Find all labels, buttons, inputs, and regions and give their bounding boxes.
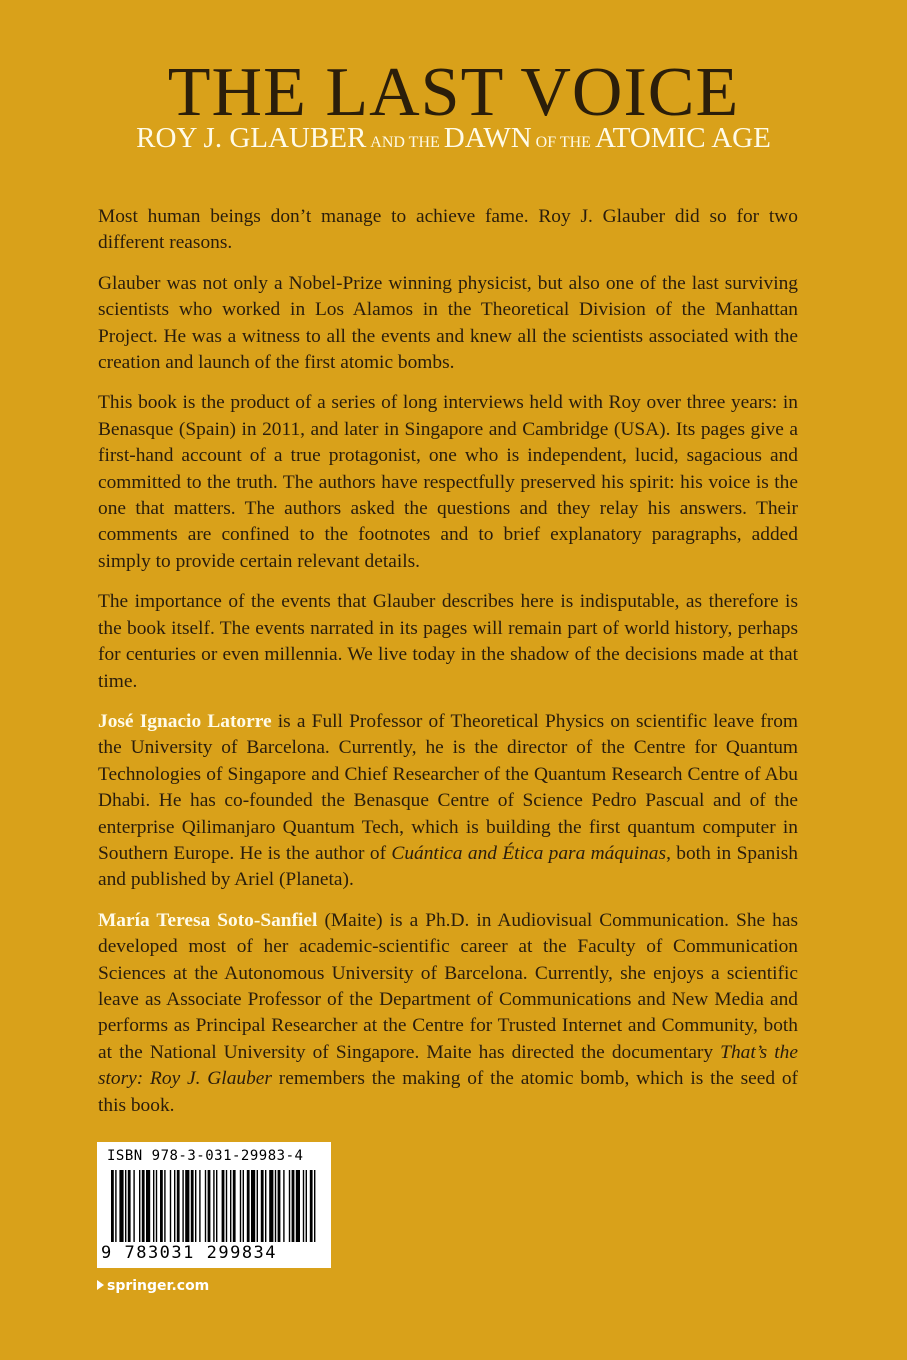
barcode-bar bbox=[185, 1170, 189, 1242]
barcode-bar bbox=[133, 1170, 134, 1242]
barcode-bar bbox=[222, 1170, 225, 1242]
paragraph-book: This book is the product of a series of long interviews held with Roy over three years: in Benasque (Spain) in 2011, and later in Singapore and Cambridge (USA). Its pages give a first-hand account of a true protagonist, one who is independent, lucid, sagacious and committed to the truth. The authors have respectfully preserved his spirit: his voice is the one that matters. The authors asked the questions and they relay his answers. Their comments are confined to the footnotes and to brief explanatory paragraphs, added simply to provide certain relevant details. bbox=[98, 392, 798, 572]
barcode-bar bbox=[156, 1170, 157, 1242]
barcode-bar bbox=[310, 1170, 313, 1242]
publisher-url: springer.com bbox=[107, 1278, 210, 1294]
author-bio-latorre bbox=[98, 709, 798, 894]
barcode-bar bbox=[119, 1170, 123, 1242]
author-bio-text-a: is a Full Professor of Theoretical Physics on scientific leave from the University of Barcelona. Currently, he is the director of the Centre for Quantum Technologies of Singapore and Chief Researcher of the Quantum Research Centre of Abu Dhabi. He has co-founded the Benasque Centre of Science Pedro Pascual and of the enterprise Qilimanjaro Quantum Tech, which is building the first quantum computer in Southern Europe. He is the author of bbox=[98, 710, 798, 864]
paragraph-importance: The importance of the events that Glauber describes here is indisputable, as therefore is the book itself. The events narrated in its pages will remain part of world history, perhaps for centuries or even millennia. We live today in the shadow of the decisions made at that time. bbox=[98, 591, 798, 692]
barcode-bar bbox=[160, 1170, 163, 1242]
barcode-bar bbox=[226, 1170, 227, 1242]
barcode-bar bbox=[125, 1170, 126, 1242]
barcode-bar bbox=[115, 1170, 116, 1242]
barcode-bar bbox=[146, 1170, 150, 1242]
back-cover-text bbox=[98, 204, 798, 1133]
barcode-bar bbox=[247, 1170, 250, 1242]
barcode-bar bbox=[230, 1170, 231, 1242]
barcode-bar bbox=[153, 1170, 154, 1242]
barcode-bar bbox=[269, 1170, 273, 1242]
author-name-latorre: José Ignacio Latorre bbox=[98, 710, 272, 732]
barcode-bar bbox=[275, 1170, 276, 1242]
barcode-bar bbox=[265, 1170, 266, 1242]
barcode-bar bbox=[283, 1170, 284, 1242]
subtitle-name: ROY J. GLAUBER bbox=[136, 122, 367, 154]
barcode-bar bbox=[303, 1170, 304, 1242]
barcode-bar bbox=[289, 1170, 290, 1242]
subtitle-atomic-age: ATOMIC AGE bbox=[594, 122, 771, 154]
barcode-bar bbox=[257, 1170, 258, 1242]
barcode-bar bbox=[170, 1170, 171, 1242]
subtitle-connector-2: OF THE bbox=[535, 134, 591, 151]
barcode-bar bbox=[199, 1170, 200, 1242]
subtitle-dawn: DAWN bbox=[443, 122, 532, 154]
barcode-bar bbox=[251, 1170, 255, 1242]
barcode-bar bbox=[296, 1170, 300, 1242]
barcode-bar bbox=[216, 1170, 217, 1242]
documentary-title: That’s the story: Roy J. Glauber bbox=[98, 1041, 798, 1090]
author-name-soto: María Teresa Soto-Sanfiel bbox=[98, 909, 318, 931]
barcode-bar bbox=[182, 1170, 183, 1242]
barcode-bar bbox=[205, 1170, 206, 1242]
barcode-bar bbox=[174, 1170, 175, 1242]
barcode-bar bbox=[208, 1170, 211, 1242]
barcode-bar bbox=[128, 1170, 131, 1242]
author-books: Cuántica and Ética para máquinas bbox=[391, 842, 667, 864]
author2-bio-text-b: remembers the making of the atomic bomb, which is the seed of this book. bbox=[98, 1068, 799, 1116]
barcode-bar bbox=[240, 1170, 241, 1242]
barcode-number: 9 783031 299834 bbox=[101, 1243, 278, 1263]
barcode-bar bbox=[164, 1170, 165, 1242]
barcode-bar bbox=[177, 1170, 180, 1242]
book-subtitle bbox=[0, 124, 907, 153]
barcode-bar bbox=[111, 1170, 114, 1242]
barcode-bar bbox=[261, 1170, 264, 1242]
barcode-bar bbox=[292, 1170, 295, 1242]
barcode-bar bbox=[139, 1170, 140, 1242]
barcode-bar bbox=[314, 1170, 315, 1242]
barcode-bar bbox=[213, 1170, 214, 1242]
subtitle-connector-1: AND THE bbox=[370, 134, 440, 151]
paragraph-intro: Most human beings don’t manage to achieve fame. Roy J. Glauber did so for two different reasons. bbox=[98, 206, 798, 254]
arrow-icon bbox=[97, 1280, 104, 1290]
author2-bio-text-a: (Maite) is a Ph.D. in Audiovisual Communication. She has developed most of her academic-scientific career at the Faculty of Communication Sciences at the Autonomous University of Barcelona. Currently, she enjoys a scientific leave as Associate Professor of the Department of Communications and New Media and performs as Principal Researcher at the Centre for Trusted Internet and Community, both at the National University of Singapore. Maite has directed the documentary bbox=[98, 909, 799, 1063]
isbn-label: ISBN 978-3-031-29983-4 bbox=[107, 1148, 304, 1164]
barcode-bars bbox=[111, 1170, 317, 1242]
barcode-bar bbox=[243, 1170, 244, 1242]
barcode-bar bbox=[306, 1170, 307, 1242]
barcode-bar bbox=[233, 1170, 236, 1242]
barcode-bar bbox=[191, 1170, 194, 1242]
author-bio-text-b: , both in Spanish and published by Ariel (Planeta). bbox=[98, 842, 798, 891]
book-title: THE LAST VOICE bbox=[167, 54, 740, 131]
publisher-link[interactable] bbox=[97, 1278, 209, 1294]
barcode-bar bbox=[142, 1170, 145, 1242]
barcode-bar bbox=[278, 1170, 281, 1242]
isbn-barcode bbox=[97, 1142, 331, 1268]
barcode-bar bbox=[195, 1170, 196, 1242]
paragraph-glauber: Glauber was not only a Nobel-Prize winning physicist, but also one of the last surviving scientists who worked in Los Alamos in the Theoretical Division of the Manhattan Project. He was a witness to all the events and knew all the scientists associated with the creation and launch of the first atomic bombs. bbox=[98, 272, 798, 374]
author-bio-soto bbox=[98, 908, 798, 1119]
